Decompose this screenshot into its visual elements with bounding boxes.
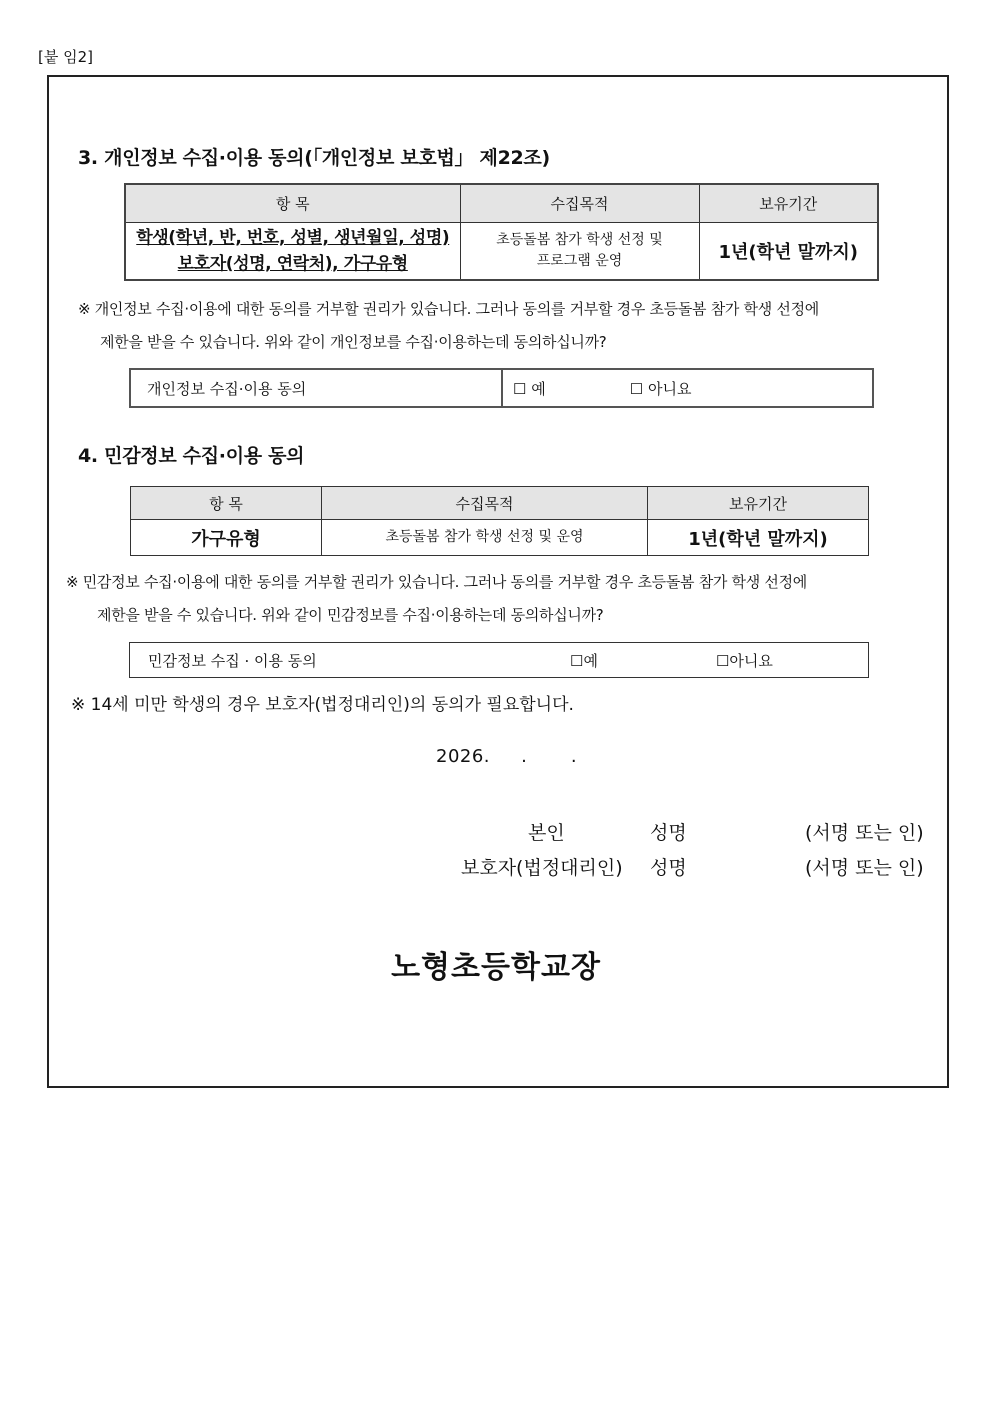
self-sign-hint: (서명 또는 인) xyxy=(805,822,924,844)
purpose-cell xyxy=(460,223,699,281)
purpose-line-1: 초등돌봄 참가 학생 선정 및 xyxy=(496,232,663,248)
item-cell: 가구유형 xyxy=(131,520,322,556)
header-purpose: 수집목적 xyxy=(322,487,648,520)
guardian-sign-hint: (서명 또는 인) xyxy=(805,857,924,879)
section4-note-line-2: 제한을 받을 수 있습니다. 위와 같이 민감정보를 수집·이용하는데 동의하십니까? xyxy=(97,606,604,624)
attachment-label: [붙 임2] xyxy=(38,48,93,66)
section3-title: 3. 개인정보 수집·이용 동의(「개인정보 보호법」 제22조) xyxy=(78,147,550,169)
purpose-line-2: 프로그램 운영 xyxy=(536,253,623,269)
header-items: 항 목 xyxy=(131,487,322,520)
personal-consent-yes-option[interactable] xyxy=(513,378,546,399)
personal-consent-no-option[interactable] xyxy=(630,378,692,399)
items-cell xyxy=(125,223,460,281)
guardian-name-label: 성명 xyxy=(650,857,687,879)
sensitive-consent-yes-option[interactable] xyxy=(570,650,598,671)
table-header-row xyxy=(131,487,869,520)
school-principal: 노형초등학교장 xyxy=(391,950,601,985)
sensitive-consent-box xyxy=(129,642,869,678)
header-items: 항 목 xyxy=(125,184,460,223)
no-label: 아니요 xyxy=(647,379,692,398)
sensitive-info-table xyxy=(130,486,869,556)
self-name-label: 성명 xyxy=(650,822,687,844)
checkbox-icon[interactable]: ☐ xyxy=(570,651,584,670)
section3-note xyxy=(78,293,819,359)
checkbox-icon[interactable]: ☐ xyxy=(715,651,730,670)
date: 2026. . . xyxy=(436,746,578,767)
yes-label: 예 xyxy=(583,651,598,670)
personal-info-table xyxy=(124,183,879,281)
section3-note-line-2: 제한을 받을 수 있습니다. 위와 같이 개인정보를 수집·이용하는데 동의하십니까? xyxy=(100,333,607,351)
yes-label: 예 xyxy=(531,379,546,398)
table-row xyxy=(125,223,878,281)
age-note: ※ 14세 미만 학생의 경우 보호자(법정대리인)의 동의가 필요합니다. xyxy=(71,695,574,715)
header-period: 보유기간 xyxy=(648,487,869,520)
personal-consent-box xyxy=(129,368,874,408)
checkbox-icon[interactable]: ☐ xyxy=(629,379,644,398)
section4-note xyxy=(66,566,807,632)
items-line-2: 보호자(성명, 연락처), 가구유형 xyxy=(177,254,408,274)
header-purpose: 수집목적 xyxy=(460,184,699,223)
section4-note-line-1: ※ 민감정보 수집·이용에 대한 동의를 거부할 권리가 있습니다. 그러나 동의를 거부할 경우 초등돌봄 참가 학생 선정에 xyxy=(66,573,807,591)
items-line-1: 학생(학년, 반, 번호, 성별, 생년월일, 성명) xyxy=(136,228,450,248)
table-row xyxy=(131,520,869,556)
checkbox-icon[interactable]: ☐ xyxy=(513,379,527,398)
guardian-label: 보호자(법정대리인) xyxy=(461,857,623,879)
table-header-row xyxy=(125,184,878,223)
purpose-cell: 초등돌봄 참가 학생 선정 및 운영 xyxy=(322,520,648,556)
sensitive-consent-no-option[interactable] xyxy=(716,650,773,671)
header-period: 보유기간 xyxy=(699,184,878,223)
personal-consent-label: 개인정보 수집·이용 동의 xyxy=(131,370,503,406)
section3-note-line-1: ※ 개인정보 수집·이용에 대한 동의를 거부할 권리가 있습니다. 그러나 동의를 거부할 경우 초등돌봄 참가 학생 선정에 xyxy=(78,300,819,318)
sensitive-consent-label: 민감정보 수집 · 이용 동의 xyxy=(148,651,317,670)
self-label: 본인 xyxy=(528,822,565,844)
no-label: 아니요 xyxy=(729,651,773,670)
period-cell: 1년(학년 말까지) xyxy=(699,223,878,281)
period-cell: 1년(학년 말까지) xyxy=(648,520,869,556)
section4-title: 4. 민감정보 수집·이용 동의 xyxy=(78,445,305,467)
